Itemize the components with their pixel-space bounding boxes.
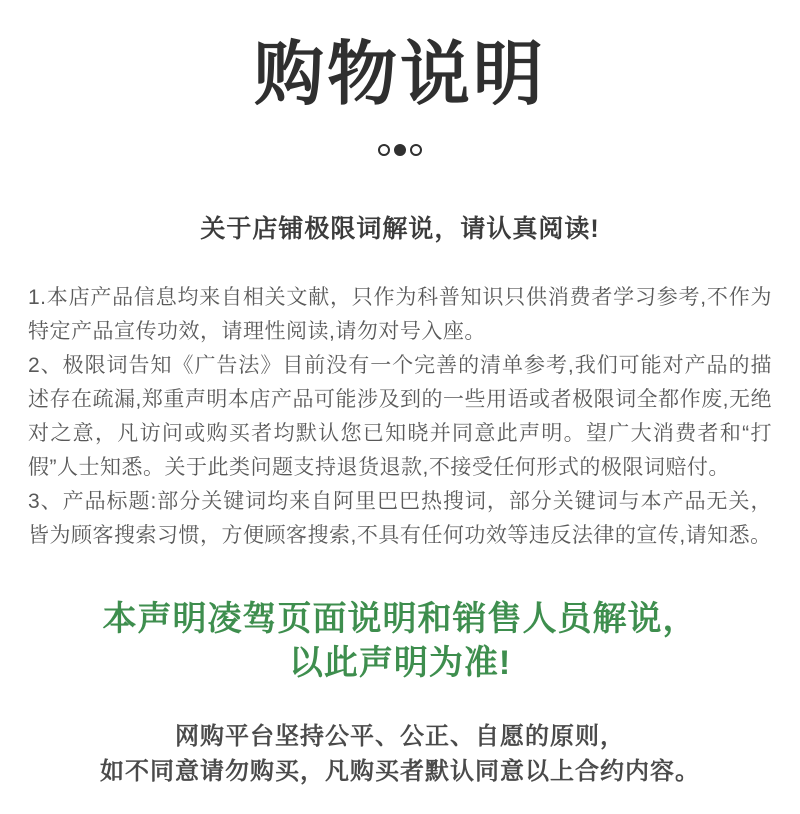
platform-principle-note [0, 719, 800, 789]
disclaimer-paragraph-3: 3、产品标题:部分关键词均来自阿里巴巴热搜词，部分关键词与本产品无关，皆为顾客搜索习惯，方便顾客搜索,不具有任何功效等违反法律的宣传,请知悉。 [28, 489, 772, 547]
priority-statement-line-1: 本声明凌驾页面说明和销售人员解说， [102, 599, 698, 638]
disclaimer-paragraph-2: 2、极限词告知《广告法》目前没有一个完善的清单参考,我们可能对产品的描述存在疏漏,郑重声明本店产品可能涉及到的一些用语或者极限词全都作废,无绝对之意，凡访问或购买者均默认您已知晓并同意此声明。望广大消费者和“打假”人士知悉。关于此类问题支持退货退款,不接受任何形式的极限词赔付。 [28, 353, 772, 479]
carousel-dot-outline [410, 144, 422, 156]
priority-statement [0, 597, 800, 685]
platform-principle-line-1: 网购平台坚持公平、公正、自愿的原则， [175, 722, 625, 750]
page-title: 购物说明 [254, 35, 546, 113]
disclaimer-paragraph-1: 1.本店产品信息均来自相关文献，只作为科普知识只供消费者学习参考,不作为特定产品宣传功效，请理性阅读,请勿对号入座。 [28, 285, 772, 343]
notice-subtitle: 关于店铺极限词解说，请认真阅读! [200, 214, 600, 243]
priority-statement-line-2: 以此声明为准! [288, 643, 512, 682]
platform-principle-line-2: 如不同意请勿购买，凡购买者默认同意以上合约内容。 [100, 757, 700, 785]
carousel-dot-filled [394, 144, 406, 156]
disclaimer-paragraphs [28, 281, 772, 553]
carousel-dots [0, 143, 800, 157]
carousel-dot-outline [378, 144, 390, 156]
